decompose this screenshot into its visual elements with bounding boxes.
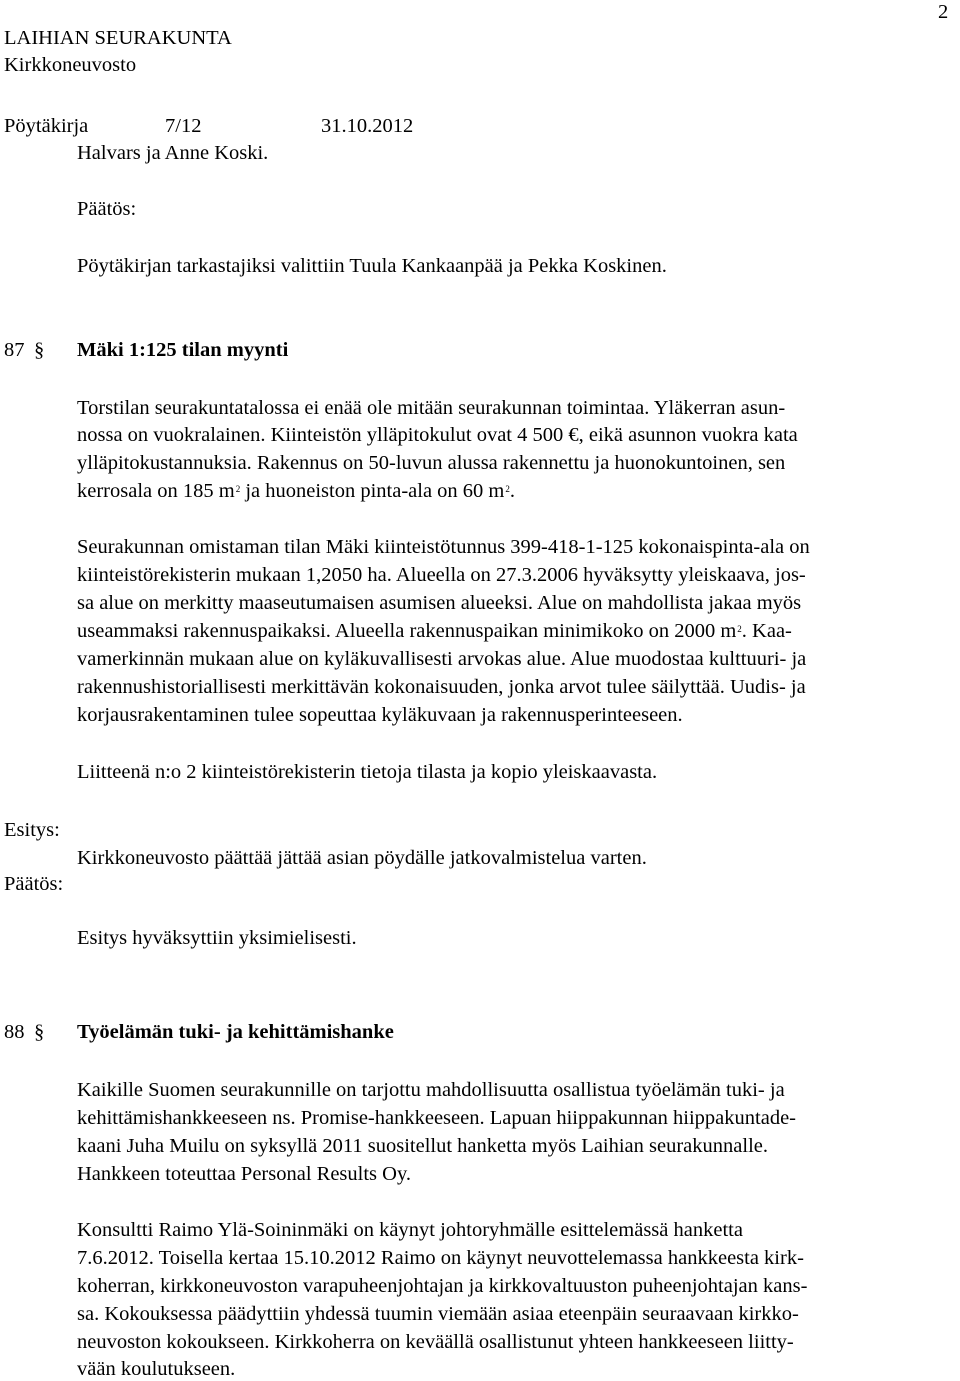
paragraph-line: koherran, kirkkoneuvoston varapuheenjohtajan ja kirkkovaltuuston puheenjohtajan kans- bbox=[77, 1275, 808, 1297]
paragraph-line: Hankkeen toteuttaa Personal Results Oy. bbox=[77, 1163, 411, 1185]
text-span: . bbox=[509, 480, 515, 502]
paragraph-line: Konsultti Raimo Ylä-Soininmäki on käynyt johtoryhmälle esittelemässä hanketta bbox=[77, 1219, 743, 1241]
paragraph-line: neuvoston kokoukseen. Kirkkoherra on keväällä osallistunut yhteen hankkeeseen liitty- bbox=[77, 1331, 794, 1353]
paragraph-line: kiinteistörekisterin mukaan 1,2050 ha. Alueella on 27.3.2006 hyväksytty yleiskaava, jos- bbox=[77, 564, 806, 586]
text-span: . Kaa- bbox=[741, 620, 792, 642]
paragraph-line: vamerkinnän mukaan alue on kyläkuvallisesti arvokas alue. Alue muodostaa kulttuuri- ja bbox=[77, 648, 807, 670]
decision-text: Pöytäkirjan tarkastajiksi valittiin Tuula Kankaanpää ja Pekka Koskinen. bbox=[77, 255, 667, 277]
paragraph-line: kaani Juha Muilu on syksyllä 2011 suositellut hanketta myös Laihian seurakunnalle. bbox=[77, 1135, 768, 1157]
paragraph-line bbox=[77, 619, 792, 643]
paragraph-line: korjausrakentaminen tulee sopeuttaa kyläkuvaan ja rakennusperinteeseen. bbox=[77, 704, 683, 726]
paragraph-line: 7.6.2012. Toisella kertaa 15.10.2012 Raimo on käynyt neuvottelemassa hankkeesta kirk- bbox=[77, 1247, 804, 1269]
text-span: useammaksi rakennuspaikaksi. Alueella rakennuspaikan minimikoko on 2000 m bbox=[77, 620, 737, 642]
superscript: 2 bbox=[737, 624, 742, 634]
meeting-body: Kirkkoneuvosto bbox=[4, 54, 137, 76]
paragraph-line bbox=[77, 479, 515, 503]
proposal-text: Kirkkoneuvosto päättää jättää asian pöydälle jatkovalmistelua varten. bbox=[77, 847, 647, 869]
decision-text: Esitys hyväksyttiin yksimielisesti. bbox=[77, 927, 357, 949]
paragraph-line: sa alue on merkitty maaseutumaisen asumisen alueeksi. Alue on mahdollista jakaa myös bbox=[77, 592, 802, 614]
doc-date: 31.10.2012 bbox=[321, 115, 414, 137]
paragraph-line: Kaikille Suomen seurakunnille on tarjottu mahdollisuutta osallistua työelämän tuki- ja bbox=[77, 1079, 785, 1101]
intro-line: Halvars ja Anne Koski. bbox=[77, 142, 269, 164]
superscript: 2 bbox=[235, 484, 241, 494]
paragraph-line: kehittämishankkeeseen ns. Promise-hankkeeseen. Lapuan hiippakunnan hiippakuntade- bbox=[77, 1107, 796, 1129]
section-symbol: § bbox=[34, 339, 45, 361]
paragraph-line: rakennushistoriallisesti merkittävän kokonaisuuden, jonka arvot tulee säilyttää. Uudis- ja bbox=[77, 676, 806, 698]
proposal-label: Esitys: bbox=[4, 819, 60, 841]
section-number: 87 bbox=[4, 339, 25, 361]
text-span: ja huoneiston pinta-ala on 60 m bbox=[240, 480, 505, 502]
paragraph-line: Seurakunnan omistaman tilan Mäki kiinteistötunnus 399-418-1-125 kokonaispinta-ala on bbox=[77, 536, 810, 558]
page-number: 2 bbox=[938, 1, 949, 23]
paragraph-line: Torstilan seurakuntatalossa ei enää ole mitään seurakunnan toimintaa. Yläkerran asun- bbox=[77, 397, 786, 419]
paragraph-line: vään koulutukseen. bbox=[77, 1358, 236, 1380]
superscript: 2 bbox=[505, 484, 510, 494]
section-number: 88 bbox=[4, 1021, 25, 1043]
decision-label: Päätös: bbox=[77, 198, 137, 220]
decision-label: Päätös: bbox=[4, 873, 64, 895]
section-title: Mäki 1:125 tilan myynti bbox=[77, 339, 289, 361]
doc-type: Pöytäkirja bbox=[4, 115, 89, 137]
paragraph-line: sa. Kokouksessa päädyttiin yhdessä tuumin viemään asiaa eteenpäin seuraavaan kirkko- bbox=[77, 1303, 799, 1325]
section-symbol: § bbox=[34, 1021, 45, 1043]
doc-number: 7/12 bbox=[165, 115, 202, 137]
paragraph-line: nossa on vuokralainen. Kiinteistön ylläpitokulut ovat 4 500 €, eikä asunnon vuokra kata bbox=[77, 424, 798, 446]
attachment-note: Liitteenä n:o 2 kiinteistörekisterin tietoja tilasta ja kopio yleiskaavasta. bbox=[77, 761, 658, 783]
text-span: kerrosala on 185 m bbox=[77, 480, 235, 502]
paragraph-line: ylläpitokustannuksia. Rakennus on 50-luvun alussa rakennettu ja huonokuntoinen, sen bbox=[77, 452, 786, 474]
section-title: Työelämän tuki- ja kehittämishanke bbox=[77, 1021, 394, 1043]
org-name: LAIHIAN SEURAKUNTA bbox=[4, 27, 232, 49]
